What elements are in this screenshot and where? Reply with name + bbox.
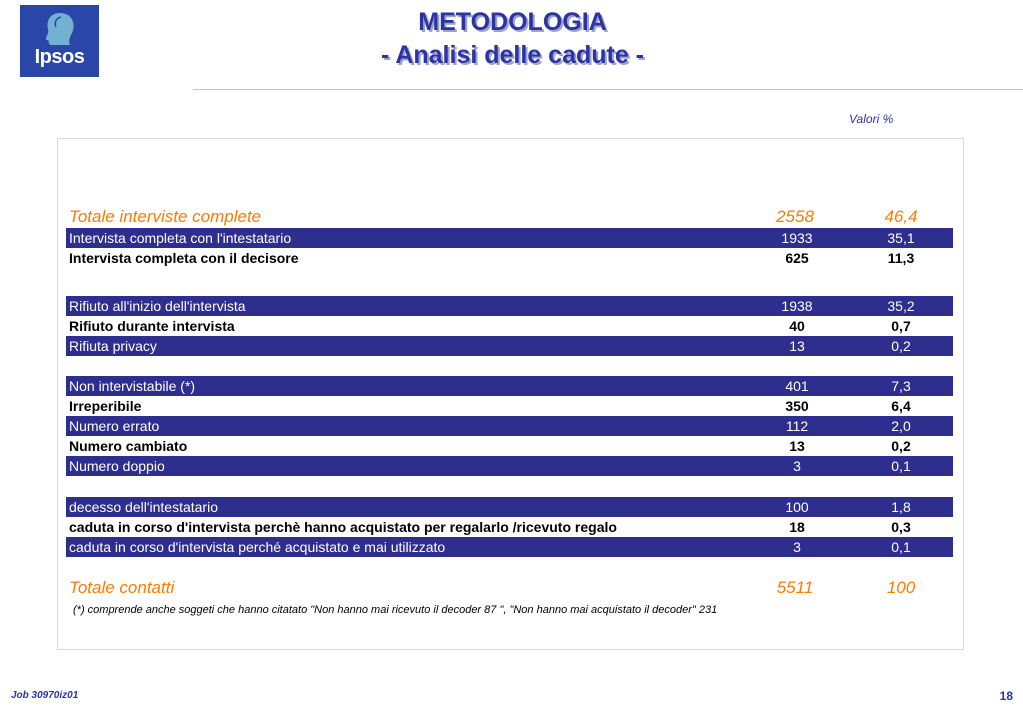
- total-row: [66, 577, 953, 599]
- row-percent: 0,1: [891, 539, 911, 555]
- row-count: 5511: [776, 578, 814, 597]
- row-label: Totale interviste complete: [69, 207, 262, 226]
- row-count: 100: [785, 499, 809, 515]
- page-title: METODOLOGIA: [418, 8, 607, 36]
- page-subtitle: - Analisi delle cadute -: [380, 41, 645, 69]
- logo-wordmark: Ipsos: [34, 46, 85, 68]
- row-label: caduta in corso d'intervista perchè hanno acquistato per regalarlo /ricevuto regalo: [69, 519, 617, 535]
- row-count: 3: [793, 539, 801, 555]
- table-row: [66, 228, 953, 248]
- row-count: 13: [789, 438, 805, 454]
- row-label: Totale contatti: [69, 578, 175, 597]
- table-row: [66, 537, 953, 557]
- row-label: Intervista completa con il decisore: [69, 250, 299, 266]
- row-count: 40: [789, 318, 805, 334]
- table-row: [66, 416, 953, 436]
- row-count: 401: [785, 378, 809, 394]
- row-percent: 11,3: [887, 250, 915, 266]
- row-percent: 46,4: [884, 207, 918, 226]
- row-label: Rifiuta privacy: [69, 338, 157, 354]
- header-divider: [193, 89, 1023, 90]
- row-count: 350: [785, 398, 809, 414]
- row-count: 625: [785, 250, 809, 266]
- row-label: caduta in corso d'intervista perché acquistato e mai utilizzato: [69, 539, 446, 555]
- row-percent: 0,2: [891, 338, 911, 354]
- total-row: [66, 206, 953, 228]
- row-percent: 2,0: [891, 418, 911, 434]
- row-percent: 0,7: [891, 318, 911, 334]
- table-row: [66, 336, 953, 356]
- row-percent: 0,2: [891, 438, 911, 454]
- row-label: Numero errato: [69, 418, 160, 434]
- row-percent: 6,4: [891, 398, 911, 414]
- table-row: [66, 456, 953, 476]
- row-percent: 0,1: [891, 458, 911, 474]
- table-row: [66, 376, 953, 396]
- row-label: Numero doppio: [69, 458, 165, 474]
- footnote: (*) comprende anche soggeti che hanno citatato "Non hanno mai ricevuto il decoder 87 ", "Non hanno mai acquistato il decoder" 231: [73, 604, 718, 616]
- row-label: Rifiuto all'inizio dell'intervista: [69, 298, 246, 314]
- row-count: 18: [789, 519, 805, 535]
- table-row: [66, 248, 953, 268]
- row-count: 1933: [781, 230, 813, 246]
- table-row: [66, 436, 953, 456]
- row-label: Intervista completa con l'intestatario: [69, 230, 292, 246]
- table-row: [66, 517, 953, 537]
- table-row: [66, 296, 953, 316]
- job-code: Job 30970iz01: [11, 690, 79, 701]
- table-row: [66, 316, 953, 336]
- row-count: 2558: [776, 207, 814, 226]
- row-percent: 1,8: [891, 499, 911, 515]
- row-label: Numero cambiato: [69, 438, 188, 454]
- row-label: Irreperibile: [69, 398, 142, 414]
- page-number: 18: [999, 689, 1013, 703]
- row-count: 3: [793, 458, 801, 474]
- row-percent: 7,3: [891, 378, 911, 394]
- row-label: decesso dell'intestatario: [69, 499, 218, 515]
- table-row: [66, 396, 953, 416]
- table-row: [66, 497, 953, 517]
- row-count: 13: [789, 338, 805, 354]
- row-count: 1938: [781, 298, 813, 314]
- row-percent: 100: [886, 578, 916, 597]
- ipsos-logo: [20, 5, 99, 77]
- row-count: 112: [785, 418, 809, 434]
- row-label: Rifiuto durante intervista: [69, 318, 235, 334]
- row-percent: 0,3: [891, 519, 911, 535]
- row-percent: 35,1: [887, 230, 915, 246]
- units-label: Valori %: [849, 112, 894, 126]
- row-percent: 35,2: [887, 298, 915, 314]
- row-label: Non intervistabile (*): [69, 378, 196, 394]
